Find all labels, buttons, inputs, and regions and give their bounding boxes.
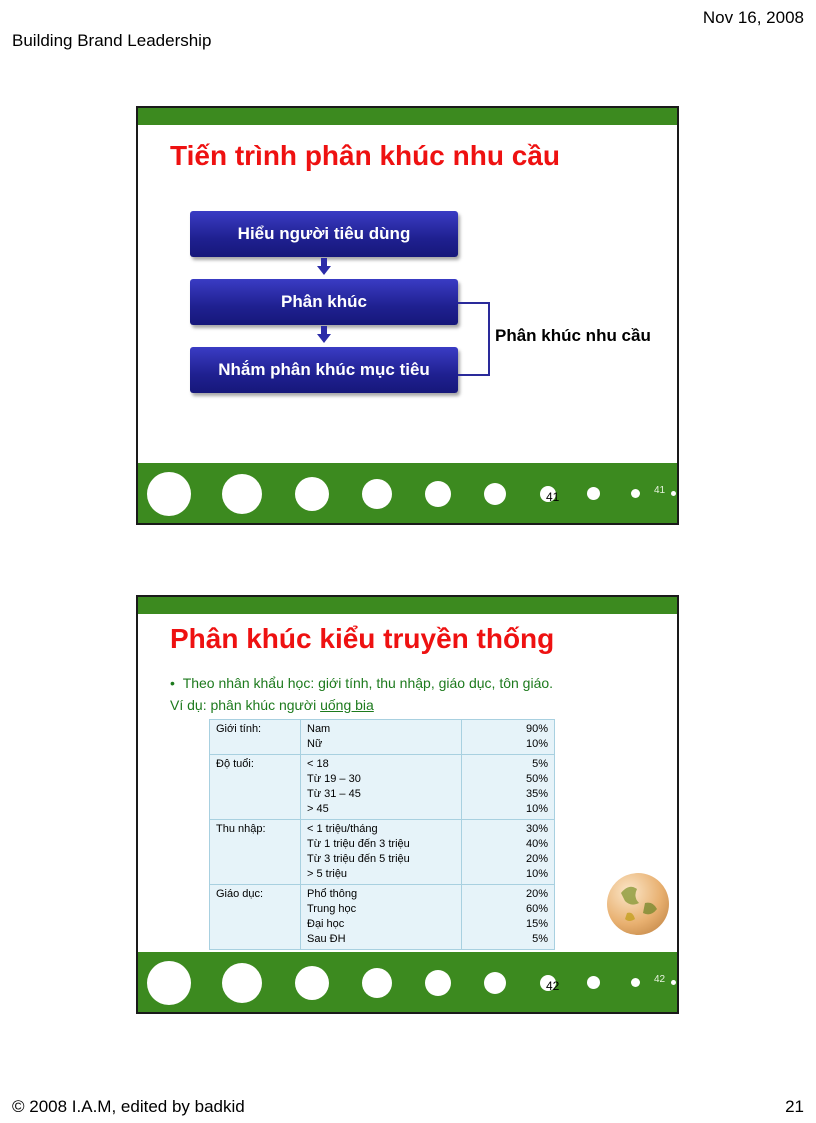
needs-segmentation-label: Phân khúc nhu cầu xyxy=(495,326,651,345)
decorative-circle xyxy=(425,481,451,507)
decorative-circle xyxy=(631,489,640,498)
example-prefix: Ví dụ: phân khúc người xyxy=(170,697,321,713)
decorative-circle xyxy=(671,980,676,985)
table-value: 90% xyxy=(525,723,548,735)
example-link[interactable]: uống bia xyxy=(320,697,374,713)
document-page-number: 21 xyxy=(785,1097,804,1116)
table-item: Từ 31 – 45 xyxy=(307,788,361,800)
table-value: 5% xyxy=(532,758,548,770)
bullet-text: Theo nhân khẩu học: giới tính, thu nhập, giáo dục, tôn giáo. xyxy=(182,675,554,691)
table-items-cell xyxy=(301,820,462,885)
table-row xyxy=(210,820,555,885)
table-value: 5% xyxy=(532,933,548,945)
table-row xyxy=(210,885,555,950)
table-value: 30% xyxy=(525,823,548,835)
table-values-cell xyxy=(462,720,555,755)
decorative-circle xyxy=(671,491,676,496)
decorative-circle xyxy=(631,978,640,987)
example-line xyxy=(170,697,374,713)
table-value: 10% xyxy=(525,868,548,880)
bullet-marker: • xyxy=(170,675,183,691)
table-values-cell xyxy=(462,885,555,950)
down-arrow-icon xyxy=(317,326,331,344)
decorative-circle xyxy=(587,487,600,500)
bullet-demographics xyxy=(170,675,553,691)
table-item: < 18 xyxy=(307,758,329,770)
slide-number: 42 xyxy=(654,974,666,985)
table-item: < 1 triệu/tháng xyxy=(307,823,378,835)
table-items-cell xyxy=(301,720,462,755)
table-values-cell xyxy=(462,755,555,820)
table-item: > 45 xyxy=(307,803,329,815)
decorative-circle xyxy=(362,968,392,998)
table-item: > 5 triệu xyxy=(307,868,348,880)
document-header-date: Nov 16, 2008 xyxy=(702,8,804,27)
table-value: 50% xyxy=(525,773,548,785)
table-items-cell xyxy=(301,885,462,950)
table-value: 60% xyxy=(525,903,548,915)
decorative-circle xyxy=(484,972,506,994)
table-row xyxy=(210,720,555,755)
decorative-circle xyxy=(147,472,191,516)
decorative-circle xyxy=(222,963,262,1003)
decorative-circle xyxy=(425,970,451,996)
table-value: 10% xyxy=(525,738,548,750)
slide-title: Phân khúc kiểu truyền thống xyxy=(170,623,555,654)
table-category-cell: Giới tính: xyxy=(210,720,301,755)
slide-bottom-bar xyxy=(138,463,677,523)
table-value: 15% xyxy=(525,918,548,930)
table-category-cell: Thu nhập: xyxy=(210,820,301,885)
decorative-circle xyxy=(147,961,191,1005)
slide-top-bar xyxy=(138,108,677,125)
table-item: Sau ĐH xyxy=(307,933,346,945)
slide-42 xyxy=(136,595,679,1014)
table-item: Nam xyxy=(307,723,331,735)
slide-number-overlay: 41 xyxy=(546,490,560,504)
table-values-cell xyxy=(462,820,555,885)
table-item: Nữ xyxy=(307,738,323,750)
globe-continents xyxy=(607,873,669,935)
document-footer-copyright: © 2008 I.A.M, edited by badkid xyxy=(12,1097,245,1116)
down-arrow-icon xyxy=(317,258,331,276)
decorative-circle xyxy=(587,976,600,989)
demographics-table xyxy=(209,719,555,950)
table-item: Đại học xyxy=(307,918,345,930)
table-value: 35% xyxy=(525,788,548,800)
document-header-title: Building Brand Leadership xyxy=(12,31,212,50)
slide-bottom-bar xyxy=(138,952,677,1012)
table-category-cell: Độ tuổi: xyxy=(210,755,301,820)
decorative-circle xyxy=(295,966,329,1000)
table-item: Trung học xyxy=(307,903,357,915)
table-value: 40% xyxy=(525,838,548,850)
slide-41 xyxy=(136,106,679,525)
table-value: 20% xyxy=(525,888,548,900)
table-item: Từ 19 – 30 xyxy=(307,773,361,785)
table-item: Từ 1 triệu đến 3 triệu xyxy=(307,838,410,850)
decorative-circle xyxy=(295,477,329,511)
needs-bracket xyxy=(458,302,490,376)
table-category-cell: Giáo dục: xyxy=(210,885,301,950)
table-item: Từ 3 triệu đến 5 triệu xyxy=(307,853,410,865)
decorative-circle xyxy=(222,474,262,514)
decorative-circle xyxy=(362,479,392,509)
table-value: 20% xyxy=(525,853,548,865)
flow-step-target-segment: Nhắm phân khúc mục tiêu xyxy=(190,347,458,393)
decorative-circle xyxy=(484,483,506,505)
table-row xyxy=(210,755,555,820)
slide-top-bar xyxy=(138,597,677,614)
globe-image xyxy=(607,873,669,935)
table-item: Phổ thông xyxy=(307,888,358,900)
slide-number-overlay: 42 xyxy=(546,979,560,993)
flow-step-segmentation: Phân khúc xyxy=(190,279,458,325)
table-value: 10% xyxy=(525,803,548,815)
table-items-cell xyxy=(301,755,462,820)
slide-title: Tiến trình phân khúc nhu cầu xyxy=(170,140,560,171)
flow-step-understand-consumer: Hiểu người tiêu dùng xyxy=(190,211,458,257)
slide-number: 41 xyxy=(654,485,666,496)
